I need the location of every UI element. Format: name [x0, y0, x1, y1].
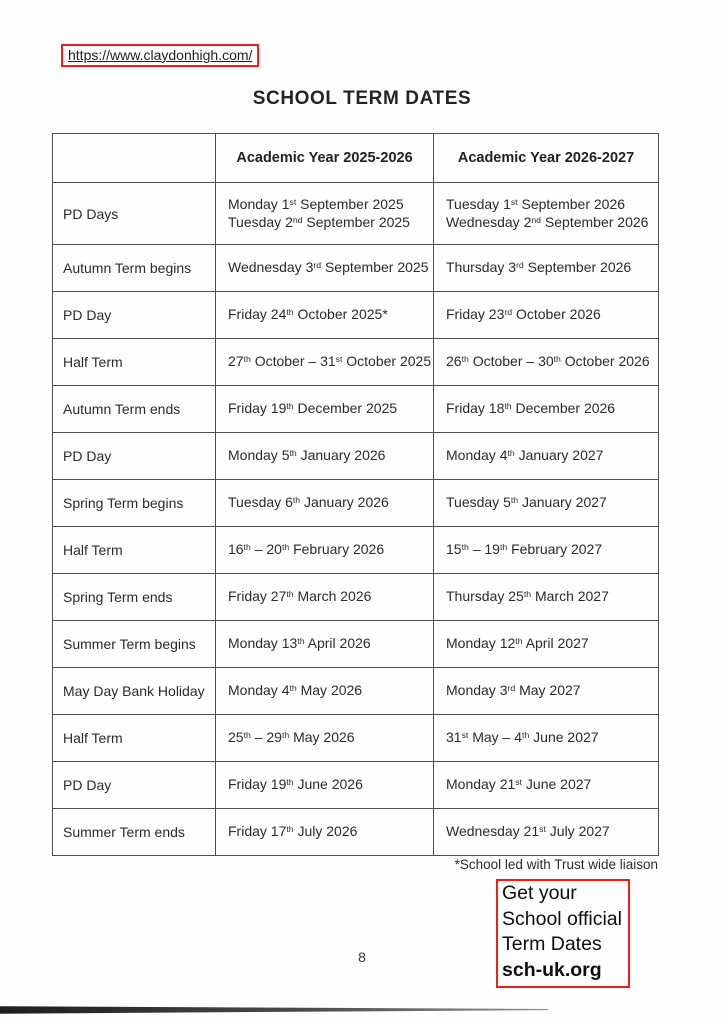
date-cell-year2: Thursday 3rd September 2026	[434, 245, 659, 292]
promo-text: Get your School official Term Dates	[502, 882, 622, 955]
row-label-cell: Spring Term ends	[53, 574, 216, 621]
term-row	[53, 292, 659, 339]
term-row	[53, 574, 659, 621]
date-cell-year2: 15th – 19th February 2027	[434, 527, 659, 574]
date-cell-year2: Tuesday 5th January 2027	[434, 480, 659, 527]
date-cell-year1: Tuesday 6th January 2026	[216, 480, 434, 527]
date-cell-year2: Monday 12th April 2027	[434, 621, 659, 668]
date-cell-year1: Monday 5th January 2026	[216, 433, 434, 480]
row-label-cell: PD Day	[53, 433, 216, 480]
term-row	[53, 386, 659, 433]
date-cell-year1: Friday 19th June 2026	[216, 762, 434, 809]
term-row	[53, 715, 659, 762]
date-cell-year1: Friday 24th October 2025*	[216, 292, 434, 339]
date-cell-year2: Monday 4th January 2027	[434, 433, 659, 480]
term-row	[53, 183, 659, 245]
term-row	[53, 668, 659, 715]
row-label-cell: Half Term	[53, 715, 216, 762]
row-label-cell: Summer Term ends	[53, 809, 216, 856]
header-cell-year-2026-2027: Academic Year 2026-2027	[434, 134, 659, 183]
row-label-cell: Spring Term begins	[53, 480, 216, 527]
row-label-cell: PD Day	[53, 762, 216, 809]
url-text: https://www.claydonhigh.com/	[68, 47, 253, 63]
date-cell-year1: Friday 27th March 2026	[216, 574, 434, 621]
date-cell-year2: Friday 23rd October 2026	[434, 292, 659, 339]
term-dates-table	[52, 133, 659, 856]
term-row	[53, 809, 659, 856]
row-label-cell: May Day Bank Holiday	[53, 668, 216, 715]
row-label-cell: Summer Term begins	[53, 621, 216, 668]
date-cell-year1: Wednesday 3rd September 2025	[216, 245, 434, 292]
header-cell-year-2025-2026: Academic Year 2025-2026	[216, 134, 434, 183]
scan-edge-artifact	[0, 1005, 548, 1014]
page-number: 8	[358, 949, 366, 965]
source-url-link[interactable]	[61, 44, 259, 67]
table-header-row	[53, 134, 659, 183]
promo-brand: sch-uk.org	[502, 958, 602, 981]
date-cell-year2: Friday 18th December 2026	[434, 386, 659, 433]
term-row	[53, 339, 659, 386]
promo-box[interactable]	[496, 879, 630, 988]
row-label-cell: Half Term	[53, 527, 216, 574]
term-row	[53, 527, 659, 574]
date-cell-year1: Friday 17th July 2026	[216, 809, 434, 856]
date-cell-year2: 31st May – 4th June 2027	[434, 715, 659, 762]
date-cell-year2: Monday 3rd May 2027	[434, 668, 659, 715]
date-cell-year2: Monday 21st June 2027	[434, 762, 659, 809]
date-cell-year1: Monday 4th May 2026	[216, 668, 434, 715]
date-cell-year2: Wednesday 21st July 2027	[434, 809, 659, 856]
date-cell-year2: Tuesday 1st September 2026 Wednesday 2nd September 2026	[434, 183, 659, 245]
date-cell-year1: Friday 19th December 2025	[216, 386, 434, 433]
row-label-cell: PD Days	[53, 183, 216, 245]
date-cell-year2: 26th October – 30th October 2026	[434, 339, 659, 386]
row-label-cell: Half Term	[53, 339, 216, 386]
row-label-cell: Autumn Term ends	[53, 386, 216, 433]
row-label-cell: PD Day	[53, 292, 216, 339]
row-label-cell: Autumn Term begins	[53, 245, 216, 292]
term-row	[53, 621, 659, 668]
page-title: SCHOOL TERM DATES	[252, 88, 472, 109]
term-row	[53, 480, 659, 527]
date-cell-year1: 27th October – 31st October 2025	[216, 339, 434, 386]
date-cell-year1: 25th – 29th May 2026	[216, 715, 434, 762]
date-cell-year1: Monday 1st September 2025 Tuesday 2nd September 2025	[216, 183, 434, 245]
date-cell-year2: Thursday 25th March 2027	[434, 574, 659, 621]
term-row	[53, 762, 659, 809]
header-cell-empty	[53, 134, 216, 183]
term-row	[53, 245, 659, 292]
date-cell-year1: Monday 13th April 2026	[216, 621, 434, 668]
footnote: *School led with Trust wide liaison	[454, 857, 658, 872]
term-row	[53, 433, 659, 480]
term-table-body	[53, 183, 659, 856]
date-cell-year1: 16th – 20th February 2026	[216, 527, 434, 574]
